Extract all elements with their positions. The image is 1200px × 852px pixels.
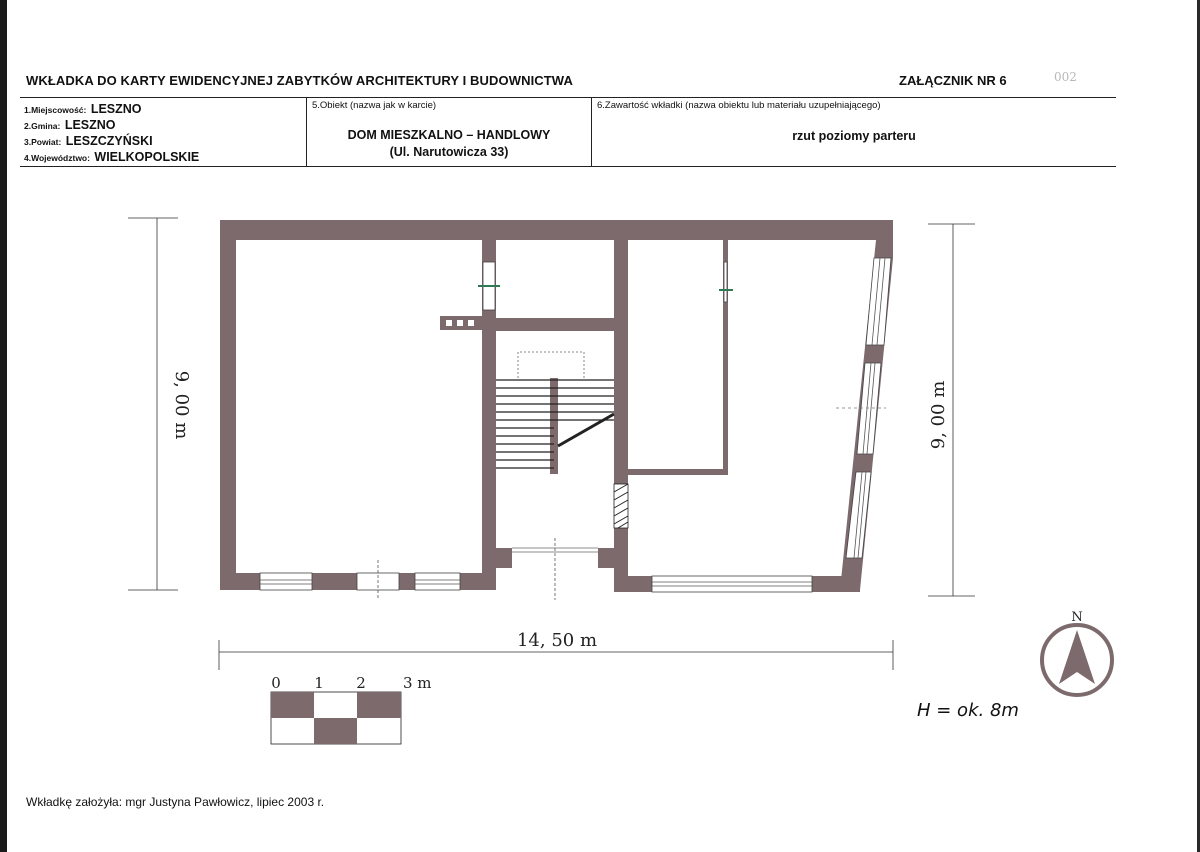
shop-window-south [652, 576, 812, 592]
location-key: 3.Powiat: [24, 137, 62, 147]
wall-stair-east [614, 240, 628, 592]
openings-group [260, 258, 891, 592]
dimension-bottom-label: 14, 50 m [516, 630, 598, 651]
wall-west [220, 220, 236, 590]
scale-label-0: 0 [271, 674, 281, 692]
location-value: LESZCZYŃSKI [65, 134, 153, 148]
location-key: 1.Miejscowość: [24, 105, 87, 115]
wall-group [220, 220, 893, 592]
dimension-right-label: 9, 00 m [928, 380, 949, 450]
location-value: WIELKOPOLSKIE [94, 150, 200, 164]
window-south-1 [260, 573, 312, 590]
wall-stair-north [496, 318, 614, 331]
height-note: H = ok. 8m [917, 700, 1019, 721]
door-east-room [724, 262, 727, 302]
author-note: Wkładkę założyła: mgr Justyna Pawłowicz, lipiec 2003 r. [26, 795, 325, 809]
chimney-flues [446, 320, 474, 326]
window-east-2 [857, 363, 881, 454]
location-key: 2.Gmina: [24, 121, 61, 131]
dimension-left-label: 9, 00 m [171, 370, 192, 440]
door-markers [478, 286, 733, 290]
stair-door-jamb-left [496, 548, 512, 568]
object-name: DOM MIESZKALNO – HANDLOWY [347, 128, 551, 142]
partition-horizontal [628, 469, 728, 475]
object-caption: 5.Obiekt (nazwa jak w karcie) [312, 100, 437, 111]
scale-bar [271, 692, 401, 744]
location-value: LESZNO [90, 102, 142, 116]
wall-north [220, 220, 893, 240]
page-stamp: 002 [1054, 70, 1077, 84]
annex-label: ZAŁĄCZNIK NR 6 [899, 73, 1007, 88]
scale-label-1: 1 [314, 674, 324, 692]
insert-content-caption: 6.Zawartość wkładki (nazwa obiektu lub materiału uzupełniającego) [597, 100, 881, 111]
object-address: (Ul. Narutowicza 33) [389, 145, 509, 159]
north-label: N [1071, 610, 1083, 625]
window-south-2 [415, 573, 460, 590]
scale-label-3: 3 m [403, 674, 432, 692]
stair-door-jamb-right [598, 548, 614, 568]
hatched-element [614, 484, 628, 528]
location-value: LESZNO [64, 118, 116, 132]
north-arrow-icon [1042, 625, 1112, 695]
location-key: 4.Województwo: [24, 153, 90, 163]
scale-label-2: 2 [356, 674, 366, 692]
glazing-lines [260, 258, 885, 600]
document-title: WKŁADKA DO KARTY EWIDENCYJNEJ ZABYTKÓW ARCHITEKTURY I BUDOWNICTWA [26, 73, 573, 88]
insert-content-value: rzut poziomy parteru [792, 129, 916, 143]
